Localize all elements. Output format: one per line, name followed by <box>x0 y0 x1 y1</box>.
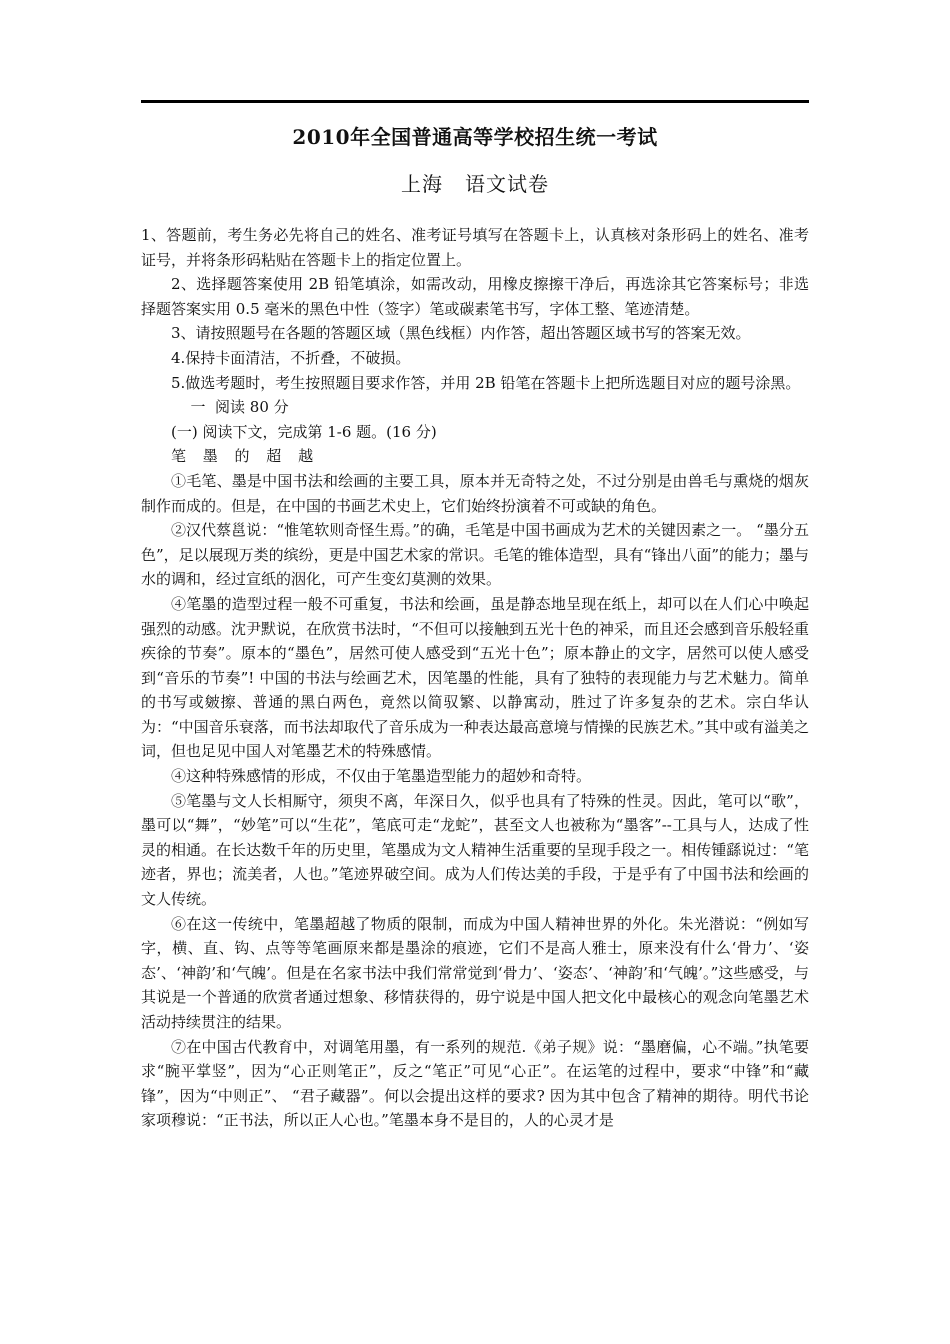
instruction-5: 5.做选考题时，考生按照题目要求作答，并用 2B 铅笔在答题卡上把所选题目对应的题号涂黑。 <box>171 373 801 392</box>
essay-paragraph-7: ⑦在中国古代教育中，对调笔用墨，有一系列的规范.《弟子规》说：“墨磨偏，心不端。”执笔要求“腕平掌竖”，因为“心正则笔正”，反之“笔正”可见“心正”。在运笔的过程中，要求“中锋”和“藏锋”，因为“中则正”、 “君子藏器”。何以会提出这样的要求? 因为其中包含了精神的期待。明代书论家项穆说：“正书法，所以正人心也。”笔墨本身不是目的，人的心灵才是 <box>141 1037 809 1130</box>
instruction-1: 1、答题前，考生务必先将自己的姓名、准考证号填写在答题卡上，认真核对条形码上的姓名、准考证号，并将条形码粘贴在答题卡上的指定位置上。 <box>141 226 809 269</box>
essay-paragraph-3: ④笔墨的造型过程一般不可重复，书法和绘画，虽是静态地呈现在纸上，却可以在人们心中唤起强烈的动感。沈尹默说，在欣赏书法时，“不但可以接触到五光十色的神采，而且还会感到音乐般轻重疾徐的节奏”。原本的“墨色”，居然可使人感受到“五光十色”；原本静止的文字，居然可以使人感受到“音乐的节奏”! 中国的书法与绘画艺术，因笔墨的性能，具有了独特的表现能力与艺术魅力。简单的书写或皴擦、普通的黑白两色，竟然以简驭繁、以静寓动，胜过了许多复杂的艺术。宗白华认为：“中国音乐衰落，而书法却取代了音乐成为一种表达最高意境与情操的民族艺术。”其中或有溢美之词，但也足见中国人对笔墨艺术的特殊感情。 <box>141 594 809 761</box>
essay-paragraph-5: ⑤笔墨与文人长相厮守，须臾不离，年深日久，似乎也具有了特殊的性灵。因此，笔可以“歌”，墨可以“舞”，“妙笔”可以“生花”，笔底可走“龙蛇”，甚至文人也被称为“墨客”--工具与人，达成了性灵的相通。在长达数千年的历史里，笔墨成为文人精神生活重要的呈现手段之一。相传锺繇说过：“笔迹者，界也；流美者，人也。”笔迹界破空间。成为人们传达美的手段，于是乎有了中国书法和绘画的文人传统。 <box>141 791 809 909</box>
essay-title: 笔 墨 的 超 越 <box>171 447 320 466</box>
exam-body <box>141 223 809 1133</box>
section-heading: 一 阅读 80 分 <box>190 398 289 417</box>
essay-paragraph-6: ⑥在这一传统中，笔墨超越了物质的限制，而成为中国人精神世界的外化。朱光潜说：“例如写字，横、直、钩、点等等笔画原来都是墨涂的痕迹，它们不是高人雅士，原来没有什么‘骨力’、‘姿态’、‘神韵’和‘气魄’。但是在名家书法中我们常常觉到‘骨力’、‘姿态’、‘神韵’和‘气魄’。”这些感受，与其说是一个普通的欣赏者通过想象、移情获得的，毋宁说是中国人把文化中最核心的观念向笔墨艺术活动持续贯注的结果。 <box>141 914 809 1031</box>
instruction-4: 4.保持卡面清洁，不折叠，不破损。 <box>171 348 411 367</box>
exam-page <box>141 100 809 1133</box>
exam-title: 2010年全国普通高等学校招生统一考试 <box>292 125 658 149</box>
instruction-3: 3、请按照题号在各题的答题区域（黑色线框）内作答，超出答题区域书写的答案无效。 <box>171 324 751 343</box>
essay-paragraph-4: ④这种特殊感情的形成，不仅由于笔墨造型能力的超妙和奇特。 <box>171 767 592 786</box>
exam-subtitle: 上海 语文试卷 <box>400 172 550 196</box>
top-rule-divider <box>141 100 809 103</box>
essay-paragraph-1: ①毛笔、墨是中国书法和绘画的主要工具，原本并无奇特之处，不过分别是由兽毛与熏烧的烟灰制作而成的。但是，在中国的书画艺术史上，它们始终扮演着不可或缺的角色。 <box>141 471 809 515</box>
essay-paragraph-2: ②汉代蔡邕说：“惟笔软则奇怪生焉。”的确，毛笔是中国书画成为艺术的关键因素之一。 “墨分五色”，足以展现万类的缤纷，更是中国艺术家的常识。毛笔的锥体造型，具有“锋出八面”的能力；墨与水的调和，经过宣纸的洇化，可产生变幻莫测的效果。 <box>141 521 810 589</box>
instruction-2: 2、选择题答案使用 2B 铅笔填涂，如需改动，用橡皮擦擦干净后，再选涂其它答案标号；非选择题答案实用 0.5 毫米的黑色中性（签字）笔或碳素笔书写，字体工整、笔迹清楚。 <box>141 275 809 318</box>
part-label: (一) 阅读下文，完成第 1-6 题。(16 分) <box>171 422 437 441</box>
